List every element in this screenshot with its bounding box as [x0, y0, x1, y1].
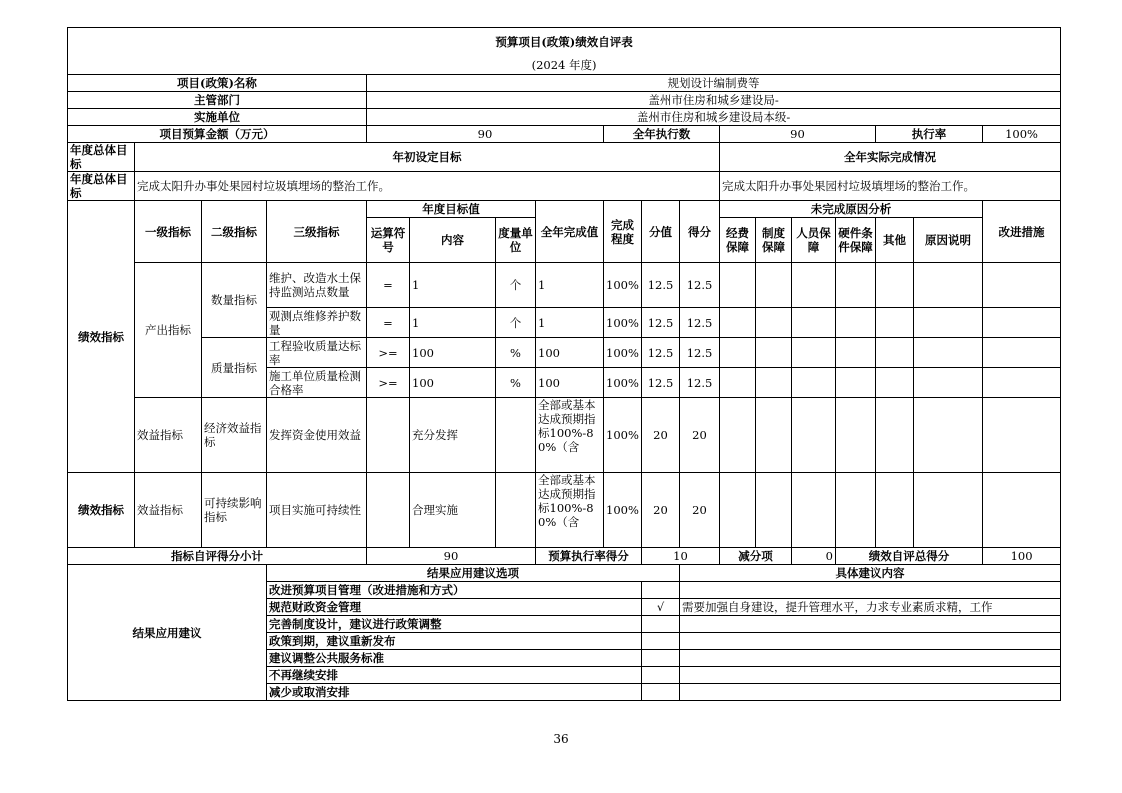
row-l3: 维护、改造水土保持监测站点数量	[267, 263, 367, 308]
row-l3: 项目实施可持续性	[267, 473, 367, 548]
row-annual-text: 全部或基本达成预期指标100%-80%（含	[538, 398, 596, 454]
goal-actual-text: 完成太阳升办事处果园村垃圾填埋场的整治工作。	[720, 172, 1061, 201]
page-number: 36	[553, 732, 569, 746]
rate-value: 100%	[983, 126, 1061, 143]
row-annual-text: 全部或基本达成预期指标100%-80%（含	[538, 473, 596, 529]
suggestions-label: 结果应用建议	[68, 565, 267, 701]
header-r-other: 其他	[876, 218, 914, 263]
suggestion-mark	[642, 616, 680, 633]
header-target-group: 年度目标值	[367, 201, 536, 218]
row-value: 12.5	[642, 368, 680, 398]
header-r-system: 制度保障	[756, 218, 792, 263]
row-l2: 可持续影响指标	[202, 473, 267, 548]
goal-label-2: 年度总体目标	[68, 172, 135, 201]
header-annual: 全年完成值	[536, 201, 604, 263]
header-op: 运算符号	[367, 218, 410, 263]
total-value: 100	[983, 548, 1061, 565]
row-op	[367, 398, 410, 473]
header-content: 内容	[410, 218, 496, 263]
output-indicator-label: 产出指标	[135, 263, 202, 398]
unit-value: 盖州市住房和城乡建设局本级-	[367, 109, 1061, 126]
header-score: 得分	[680, 201, 720, 263]
header-unit: 度量单位	[496, 218, 536, 263]
row-value: 12.5	[642, 263, 680, 308]
row-degree: 100%	[604, 338, 642, 368]
row-annual: 100	[536, 368, 604, 398]
row-l1: 效益指标	[135, 398, 202, 473]
suggestions-detail-header: 具体建议内容	[680, 565, 1061, 582]
table-title: 预算项目(政策)绩效自评表	[68, 28, 1061, 56]
budget-label: 项目预算金额（万元）	[68, 126, 367, 143]
executed-label: 全年执行数	[604, 126, 720, 143]
exec-score-label: 预算执行率得分	[536, 548, 642, 565]
row-op: >=	[367, 338, 410, 368]
row-annual: 1	[536, 263, 604, 308]
table-row	[68, 473, 1061, 548]
row-degree: 100%	[604, 398, 642, 473]
row-l2: 经济效益指标	[202, 398, 267, 473]
row-op: =	[367, 308, 410, 338]
row-value: 20	[642, 398, 680, 473]
suggestion-option: 减少或取消安排	[267, 684, 642, 701]
suggestion-option: 改进预算项目管理（改进措施和方式）	[267, 582, 642, 599]
row-op	[367, 473, 410, 548]
row-value: 12.5	[642, 308, 680, 338]
rate-label: 执行率	[876, 126, 983, 143]
header-level2: 二级指标	[202, 201, 267, 263]
project-name-label: 项目(政策)名称	[68, 75, 367, 92]
deduct-value: 0	[792, 548, 836, 565]
header-level3: 三级指标	[267, 201, 367, 263]
header-r-explain: 原因说明	[914, 218, 983, 263]
suggestion-option: 建议调整公共服务标准	[267, 650, 642, 667]
row-degree: 100%	[604, 473, 642, 548]
header-level1: 一级指标	[135, 201, 202, 263]
suggestion-mark	[642, 650, 680, 667]
header-score-value: 分值	[642, 201, 680, 263]
row-unit	[496, 398, 536, 473]
subtotal-label: 指标自评得分小计	[68, 548, 367, 565]
row-content: 100	[410, 338, 496, 368]
performance-self-evaluation-table	[67, 27, 1061, 701]
row-value: 12.5	[642, 338, 680, 368]
row-score: 12.5	[680, 368, 720, 398]
executed-value: 90	[720, 126, 876, 143]
suggestion-mark	[642, 633, 680, 650]
goal-actual-header: 全年实际完成情况	[720, 143, 1061, 172]
perf-indicator-label: 绩效指标	[68, 201, 135, 473]
suggestion-option: 政策到期，建议重新发布	[267, 633, 642, 650]
header-degree: 完成程度	[604, 201, 642, 263]
header-r-staff: 人员保障	[792, 218, 836, 263]
row-l3: 观测点维修养护数量	[267, 308, 367, 338]
row-content: 100	[410, 368, 496, 398]
suggestion-detail-text: 需要加强自身建设，提升管理水平，力求专业素质求精，工作	[680, 599, 1061, 616]
row-unit	[496, 473, 536, 548]
perf-indicator-label-2: 绩效指标	[68, 473, 135, 548]
dept-value: 盖州市住房和城乡建设局-	[367, 92, 1061, 109]
goal-set-header: 年初设定目标	[135, 143, 720, 172]
project-name-value: 规划设计编制费等	[367, 75, 1061, 92]
row-l1: 效益指标	[135, 473, 202, 548]
row-score: 20	[680, 398, 720, 473]
suggestion-mark	[642, 582, 680, 599]
suggestion-option: 完善制度设计，建议进行政策调整	[267, 616, 642, 633]
row-unit: %	[496, 338, 536, 368]
suggestion-mark	[642, 684, 680, 701]
row-unit: 个	[496, 308, 536, 338]
row-score: 12.5	[680, 263, 720, 308]
row-degree: 100%	[604, 368, 642, 398]
budget-value: 90	[367, 126, 604, 143]
row-unit: 个	[496, 263, 536, 308]
row-score: 12.5	[680, 338, 720, 368]
table-row	[68, 338, 1061, 368]
row-score: 12.5	[680, 308, 720, 338]
suggestion-mark	[642, 667, 680, 684]
goal-label: 年度总体目标	[68, 143, 135, 172]
suggestion-option: 不再继续安排	[267, 667, 642, 684]
total-label: 绩效自评总得分	[836, 548, 983, 565]
year-label: (2024 年度)	[68, 56, 1061, 75]
subtotal-value: 90	[367, 548, 536, 565]
row-content: 1	[410, 263, 496, 308]
row-annual: 100	[536, 338, 604, 368]
row-l3: 工程验收质量达标率	[267, 338, 367, 368]
row-degree: 100%	[604, 308, 642, 338]
row-value: 20	[642, 473, 680, 548]
row-annual	[536, 398, 604, 473]
row-unit: %	[496, 368, 536, 398]
row-l3: 发挥资金使用效益	[267, 398, 367, 473]
row-op: =	[367, 263, 410, 308]
row-l3: 施工单位质量检测合格率	[267, 368, 367, 398]
exec-score-value: 10	[642, 548, 720, 565]
goal-set-text: 完成太阳升办事处果园村垃圾填埋场的整治工作。	[135, 172, 720, 201]
row-annual	[536, 473, 604, 548]
header-reasons-group: 未完成原因分析	[720, 201, 983, 218]
suggestion-mark: √	[642, 599, 680, 616]
header-r-funds: 经费保障	[720, 218, 756, 263]
row-content: 充分发挥	[410, 398, 496, 473]
row-content: 合理实施	[410, 473, 496, 548]
row-degree: 100%	[604, 263, 642, 308]
row-content: 1	[410, 308, 496, 338]
suggestion-option: 规范财政资金管理	[267, 599, 642, 616]
header-r-hardware: 硬件条件保障	[836, 218, 876, 263]
quantity-indicator-label: 数量指标	[202, 263, 267, 338]
deduct-label: 减分项	[720, 548, 792, 565]
table-row	[68, 263, 1061, 308]
row-annual: 1	[536, 308, 604, 338]
header-improve: 改进措施	[983, 201, 1061, 263]
table-row	[68, 398, 1061, 473]
unit-label: 实施单位	[68, 109, 367, 126]
row-score: 20	[680, 473, 720, 548]
row-op: >=	[367, 368, 410, 398]
quality-indicator-label: 质量指标	[202, 338, 267, 398]
suggestions-options-header: 结果应用建议选项	[267, 565, 680, 582]
dept-label: 主管部门	[68, 92, 367, 109]
